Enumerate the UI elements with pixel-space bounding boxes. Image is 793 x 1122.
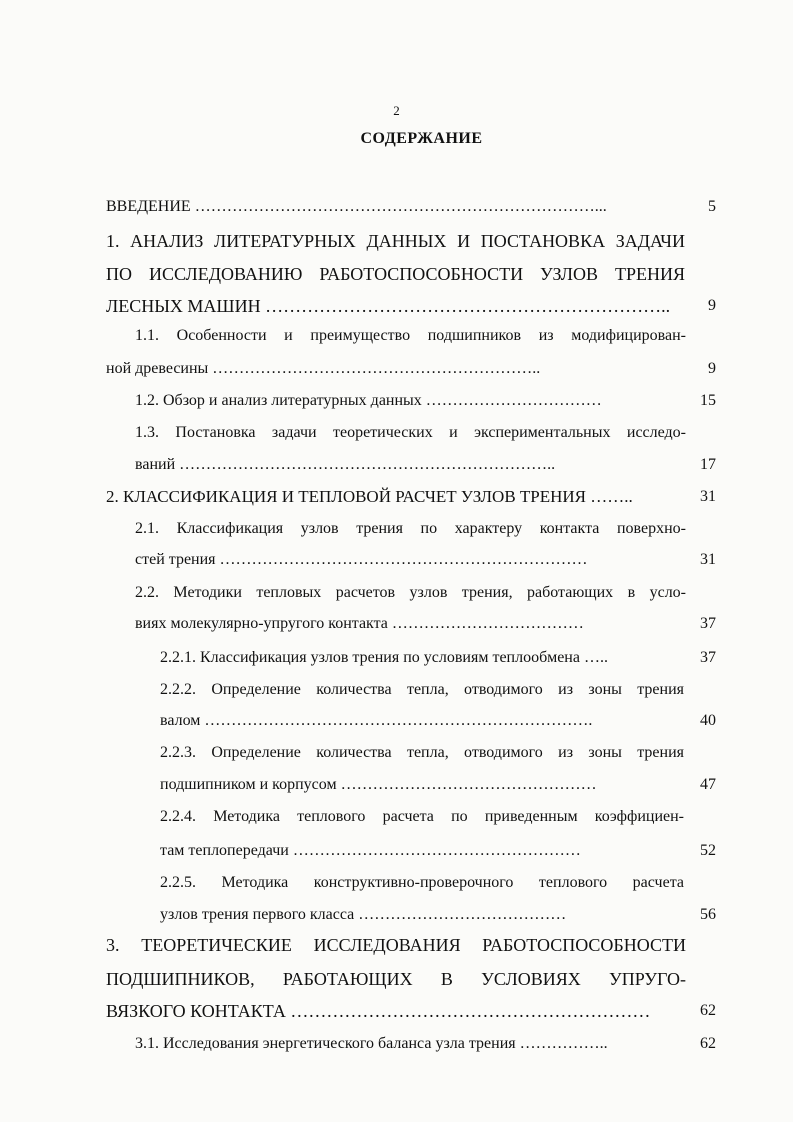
toc-entry-text: 2.2. Методики тепловых расчетов узлов трения, работающих в усло- bbox=[135, 584, 686, 601]
toc-entry-text: подшипником и корпусом ………………………………………… bbox=[160, 776, 597, 793]
toc-entry-text: 2. КЛАССИФИКАЦИЯ И ТЕПЛОВОЙ РАСЧЕТ УЗЛОВ ТРЕНИЯ …….. bbox=[106, 487, 633, 506]
toc-entry-page: 62 bbox=[700, 1035, 716, 1052]
toc-entry-text: ВВЕДЕНИЕ …………………………………………………………………... bbox=[106, 198, 607, 215]
toc-entry-text: ваний …………………………………………………………….. bbox=[135, 456, 556, 473]
toc-entry-text: 2.2.2. Определение количества тепла, отводимого из зоны трения bbox=[160, 681, 684, 698]
toc-entry-page: 9 bbox=[708, 360, 716, 377]
toc-entry-text: стей трения …………………………………………………………… bbox=[135, 551, 588, 568]
toc-entry-page: 17 bbox=[700, 456, 716, 473]
toc-entry-text: 1. АНАЛИЗ ЛИТЕРАТУРНЫХ ДАННЫХ И ПОСТАНОВКА ЗАДАЧИ bbox=[106, 231, 685, 251]
toc-entry-text: ПО ИССЛЕДОВАНИЮ РАБОТОСПОСОБНОСТИ УЗЛОВ ТРЕНИЯ bbox=[106, 264, 685, 284]
toc-entry-text: ПОДШИПНИКОВ, РАБОТАЮЩИХ В УСЛОВИЯХ УПРУГО- bbox=[106, 969, 686, 989]
toc-entry-text: ВЯЗКОГО КОНТАКТА …………………………………………………… bbox=[106, 1001, 651, 1021]
toc-entry-page: 52 bbox=[700, 842, 716, 859]
toc-entry-text: виях молекулярно-упругого контакта ……………………………… bbox=[135, 615, 584, 632]
toc-entry-page: 37 bbox=[700, 649, 716, 666]
page-number: 2 bbox=[393, 103, 400, 118]
toc-entry-text: ЛЕСНЫХ МАШИН ………………………………………………………….. bbox=[106, 296, 671, 316]
toc-entry-text: там теплопередачи ……………………………………………… bbox=[160, 842, 581, 859]
toc-entry-text: 1.3. Постановка задачи теоретических и экспериментальных исследо- bbox=[135, 424, 686, 441]
toc-entry-text: 1.2. Обзор и анализ литературных данных …………………………… bbox=[135, 392, 602, 409]
toc-entry-text: 3.1. Исследования энергетического баланса узла трения …………….. bbox=[135, 1035, 608, 1052]
toc-entry-page: 37 bbox=[700, 615, 716, 632]
toc-entry-page: 9 bbox=[708, 297, 716, 314]
toc-entry-page: 62 bbox=[700, 1002, 716, 1019]
toc-entry-text: 2.2.3. Определение количества тепла, отводимого из зоны трения bbox=[160, 744, 684, 761]
toc-entry-text: 2.2.5. Методика конструктивно-проверочного теплового расчета bbox=[160, 874, 684, 891]
page-title: СОДЕРЖАНИЕ bbox=[360, 130, 483, 147]
toc-entry-page: 56 bbox=[700, 906, 716, 923]
toc-entry-page: 15 bbox=[700, 392, 716, 409]
toc-entry-text: 2.2.1. Классификация узлов трения по условиям теплообмена ….. bbox=[160, 649, 608, 666]
toc-entry-text: валом ………………………………………………………………. bbox=[160, 712, 593, 729]
toc-entry-page: 40 bbox=[700, 712, 716, 729]
toc-entry-text: ной древесины …………………………………………………….. bbox=[106, 360, 541, 377]
toc-entry-text: 3. ТЕОРЕТИЧЕСКИЕ ИССЛЕДОВАНИЯ РАБОТОСПОСОБНОСТИ bbox=[106, 935, 686, 955]
toc-entry-text: 2.1. Классификация узлов трения по характеру контакта поверхно- bbox=[135, 520, 686, 537]
toc-entry-page: 31 bbox=[700, 488, 716, 505]
toc-entry-page: 47 bbox=[700, 776, 716, 793]
toc-entry-page: 31 bbox=[700, 551, 716, 568]
toc-entry-text: 1.1. Особенности и преимущество подшипников из модифицирован- bbox=[135, 327, 686, 344]
toc-entry-text: 2.2.4. Методика теплового расчета по приведенным коэффициен- bbox=[160, 808, 684, 825]
toc-entry-text: узлов трения первого класса ………………………………… bbox=[160, 906, 567, 923]
toc-entry-page: 5 bbox=[708, 198, 716, 215]
